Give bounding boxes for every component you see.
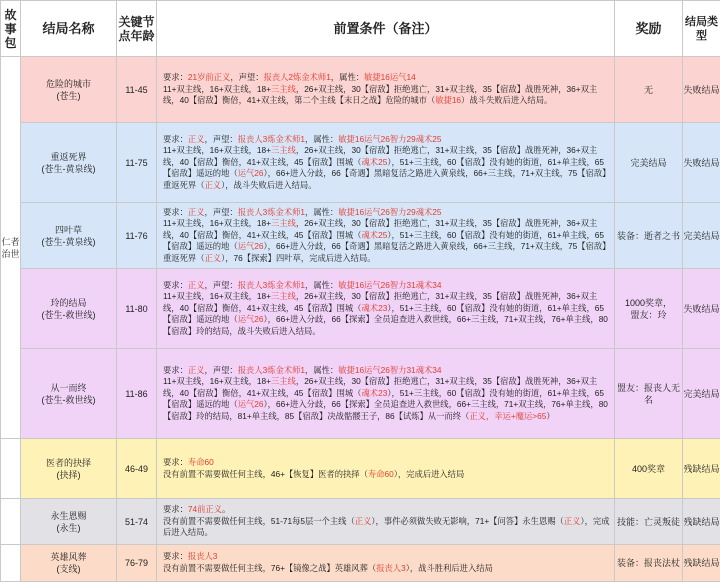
key-age: 76-79 xyxy=(117,545,157,582)
header-reward: 奖励 xyxy=(615,1,683,57)
reward: 盟友：报丧人无名 xyxy=(615,349,683,439)
ending-type: 残缺结局 xyxy=(683,439,720,499)
reward: 1000奖章， 盟友：玲 xyxy=(615,269,683,349)
ending-type: 完美结局 xyxy=(683,349,720,439)
story-pack-empty xyxy=(1,499,21,545)
key-age: 46-49 xyxy=(117,439,157,499)
conditions-text: 要求：正义，声望：报丧人3炼金术师1，属性：敏捷16运气26智力29魂术25 11+双主线，16+双主线，18+三主线，26+双主线，30【宿敌】拒绝逃亡，31+双主线，35【宿敌】战胜死神，36+双主线，40【宿敌】衡倍，41+双主线，45【宿敌】围城（魂术25），51+三主线，60【宿敌】没有她的街道，61+单主线，65【宿敌】遥远的地（运气26），66+进入分歧，66【奇遇】黑暗复活之路进入黄泉线，66+三主线，71+双主线，75【宿敌】重返死界（正义），76【探索】四叶草，完成后进入结局。 xyxy=(157,203,615,269)
conditions-text: 要求：74前正义。 没有前置不需要做任何主线，51-71每5层一个主线（正义），事件必须做失败无影响，71+【问答】永生恩赐（正义），完成后进入结局。 xyxy=(157,499,615,545)
conditions-text: 要求：报丧人3 没有前置不需要做任何主线，76+【镜像之战】英雄风葬（报丧人3），战斗胜利后进入结局 xyxy=(157,545,615,582)
conditions-text: 要求：正义，声望：报丧人3炼金术师1，属性：敏捷16运气26智力31魂术34 11+双主线，16+双主线，18+三主线，26+双主线，30【宿敌】拒绝逃亡，31+双主线，35【宿敌】战胜死神，36+双主线，40【宿敌】衡倍，41+双主线，45【宿敌】围城（魂术23），51+三主线，60【宿敌】没有她的街道，61+单主线，65【宿敌】遥远的地（运气26），66+进入分歧，66【探索】全员追查进入救世线，66+三主线，71+双主线，76+单主线，80【宿敌】玲的结局，81+单主线，85【宿敌】决战骷髅王子，86【试炼】从一而终（正义，幸运+魔运>65） xyxy=(157,349,615,439)
table-row xyxy=(1,545,720,582)
key-age: 51-74 xyxy=(117,499,157,545)
ending-name: 重返死界 (苍生-黄泉线) xyxy=(21,123,117,203)
reward: 装备：逝者之书 xyxy=(615,203,683,269)
reward: 装备：报丧法杖 xyxy=(615,545,683,582)
ending-type: 失败结局 xyxy=(683,123,720,203)
ending-type: 失败结局 xyxy=(683,269,720,349)
reward: 完美结局 xyxy=(615,123,683,203)
reward: 无 xyxy=(615,57,683,123)
ending-name: 医者的抉择 (抉择) xyxy=(21,439,117,499)
table-row xyxy=(1,203,720,269)
key-age: 11-75 xyxy=(117,123,157,203)
key-age: 11-80 xyxy=(117,269,157,349)
conditions-text: 要求：寿命60 没有前置不需要做任何主线，46+【恢复】医者的抉择（寿命60），完成后进入结局 xyxy=(157,439,615,499)
reward: 技能：亡灵叛徒 xyxy=(615,499,683,545)
header-ending-type: 结局类型 xyxy=(683,1,720,57)
key-age: 11-45 xyxy=(117,57,157,123)
story-pack-cell: 仁者治世 xyxy=(1,57,21,439)
key-age: 11-86 xyxy=(117,349,157,439)
table-row xyxy=(1,57,720,123)
story-pack-empty xyxy=(1,439,21,499)
reward: 400奖章 xyxy=(615,439,683,499)
ending-name: 玲的结局 (苍生-救世线) xyxy=(21,269,117,349)
ending-name: 危险的城市 (苍生) xyxy=(21,57,117,123)
header-story-pack: 故事包 xyxy=(1,1,21,57)
ending-name: 永生恩赐 (永生) xyxy=(21,499,117,545)
table-row xyxy=(1,499,720,545)
ending-name: 四叶草 (苍生-黄泉线) xyxy=(21,203,117,269)
ending-type: 失败结局 xyxy=(683,57,720,123)
table-row xyxy=(1,349,720,439)
ending-name: 英雄风葬 (支线) xyxy=(21,545,117,582)
ending-name: 从一而终 (苍生-救世线) xyxy=(21,349,117,439)
ending-type: 残缺结局 xyxy=(683,545,720,582)
conditions-text: 要求：21岁前正义，声望：报丧人2炼金术师1，属性：敏捷16运气14 11+双主线，16+双主线，18+三主线，26+双主线，30【宿敌】拒绝逃亡，31+双主线，35【宿敌】战胜死神，36+双主线，40【宿敌】衡倍，41+双主线，第二个主线【末日之战】危险的城市（敏捷16）战斗失败后进入结局。 xyxy=(157,57,615,123)
story-pack-empty xyxy=(1,545,21,582)
table-row xyxy=(1,123,720,203)
header-ending-name: 结局名称 xyxy=(21,1,117,57)
table-row xyxy=(1,439,720,499)
ending-type: 残缺结局 xyxy=(683,499,720,545)
conditions-text: 要求：正义，声望：报丧人3炼金术师1，属性：敏捷16运气26智力31魂术34 11+双主线，16+双主线，18+三主线，26+双主线，30【宿敌】拒绝逃亡，31+双主线，35【宿敌】战胜死神，36+双主线，40【宿敌】衡倍，41+双主线，45【宿敌】围城（魂术23），51+三主线，60【宿敌】没有她的街道，61+单主线，65【宿敌】遥远的地（运气26），66+进入分歧，66【探索】全员追查进入救世线，66+三主线，71+双主线，76+单主线，80【宿敌】玲的结局，战斗失败后进入结局。 xyxy=(157,269,615,349)
header-key-age: 关键节点年龄 xyxy=(117,1,157,57)
table-row xyxy=(1,269,720,349)
header-conditions: 前置条件（备注） xyxy=(157,1,615,57)
key-age: 11-76 xyxy=(117,203,157,269)
ending-type: 完美结局 xyxy=(683,203,720,269)
conditions-text: 要求：正义，声望：报丧人3炼金术师1，属性：敏捷16运气26智力29魂术25 11+双主线，16+双主线，18+三主线，26+双主线，30【宿敌】拒绝逃亡，31+双主线，35【宿敌】战胜死神，36+双主线，40【宿敌】衡倍，41+双主线，45【宿敌】围城（魂术25），51+三主线，60【宿敌】没有她的街道，61+单主线，65【宿敌】遥远的地（运气26），66+进入分歧，66【奇遇】黑暗复活之路进入黄泉线，66+三主线，71+双主线，75【宿敌】重返死界（正义），战斗失败后进入结局。 xyxy=(157,123,615,203)
